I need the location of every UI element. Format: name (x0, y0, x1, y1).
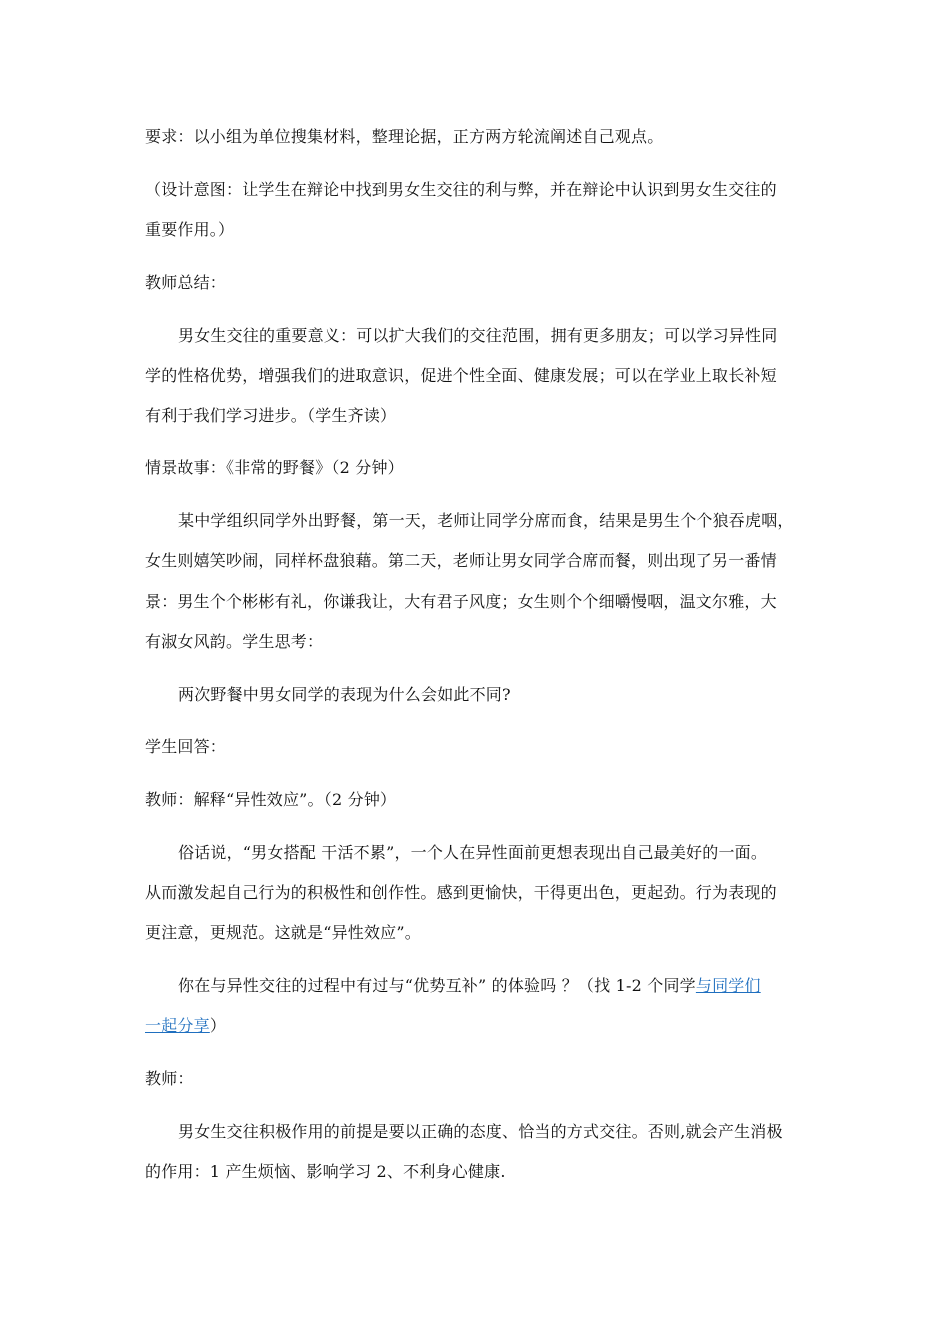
effect-line-3: 更注意，更规范。这就是“异性效应”。 (145, 923, 421, 942)
significance-line-3: 有利于我们学习进步。（学生齐读） (145, 406, 397, 425)
story-line-1: 某中学组织同学外出野餐，第一天，老师让同学分席而食，结果是男生个个狼吞虎咽， (178, 511, 794, 530)
premise-line-2: 的作用：1 产生烦恼、影响学习 2、不利身心健康. (145, 1162, 506, 1181)
share-link-part-1[interactable]: 与同学们 (695, 976, 761, 995)
significance-line-2: 学的性格优势，增强我们的进取意识，促进个性全面、健康发展；可以在学业上取长补短 (145, 366, 777, 385)
story-heading: 情景故事：《非常的野餐》（2 分钟） (145, 458, 404, 477)
experience-line-1 (178, 976, 761, 996)
story-line-4: 有淑女风韵。学生思考： (145, 632, 324, 651)
design-intent-line-2: 重要作用。） (145, 220, 235, 239)
design-intent-line-1: （设计意图：让学生在辩论中找到男女生交往的利与弊，并在辩论中认识到男女生交往的 (145, 180, 777, 199)
significance-line-1: 男女生交往的重要意义：可以扩大我们的交往范围，拥有更多朋友；可以学习异性同 (178, 326, 778, 345)
premise-line-1: 男女生交往积极作用的前提是要以正确的态度、恰当的方式交往。否则,就会产生消极 (178, 1122, 783, 1141)
share-link-part-2[interactable]: 一起分享 (145, 1016, 210, 1035)
requirement-text: 要求：以小组为单位搜集材料，整理论据，正方两方轮流阐述自己观点。 (145, 127, 664, 146)
teacher-explain: 教师：解释“异性效应”。（2 分钟） (145, 790, 397, 809)
effect-line-2: 从而激发起自己行为的积极性和创作性。感到更愉快，干得更出色，更起劲。行为表现的 (145, 883, 777, 902)
question-text: 两次野餐中男女同学的表现为什么会如此不同? (178, 685, 511, 704)
story-line-3: 景：男生个个彬彬有礼，你谦我让，大有君子风度；女生则个个细嚼慢咽，温文尔雅，大 (145, 592, 777, 611)
effect-line-1: 俗话说，“男女搭配 干活不累”，一个人在异性面前更想表现出自己最美好的一面。 (178, 843, 768, 862)
experience-tail: ） (209, 1016, 227, 1035)
experience-line-2 (145, 1016, 226, 1036)
teacher-summary-label: 教师总结： (145, 273, 227, 292)
student-answer-label: 学生回答： (145, 737, 227, 756)
experience-text: 你在与异性交往的过程中有过与“优势互补” 的体验吗 ？（找 1-2 个同学 (178, 976, 696, 995)
teacher-label: 教师： (145, 1069, 194, 1088)
story-line-2: 女生则嬉笑吵闹，同样杯盘狼藉。第二天，老师让男女同学合席而餐，则出现了另一番情 (145, 551, 777, 570)
